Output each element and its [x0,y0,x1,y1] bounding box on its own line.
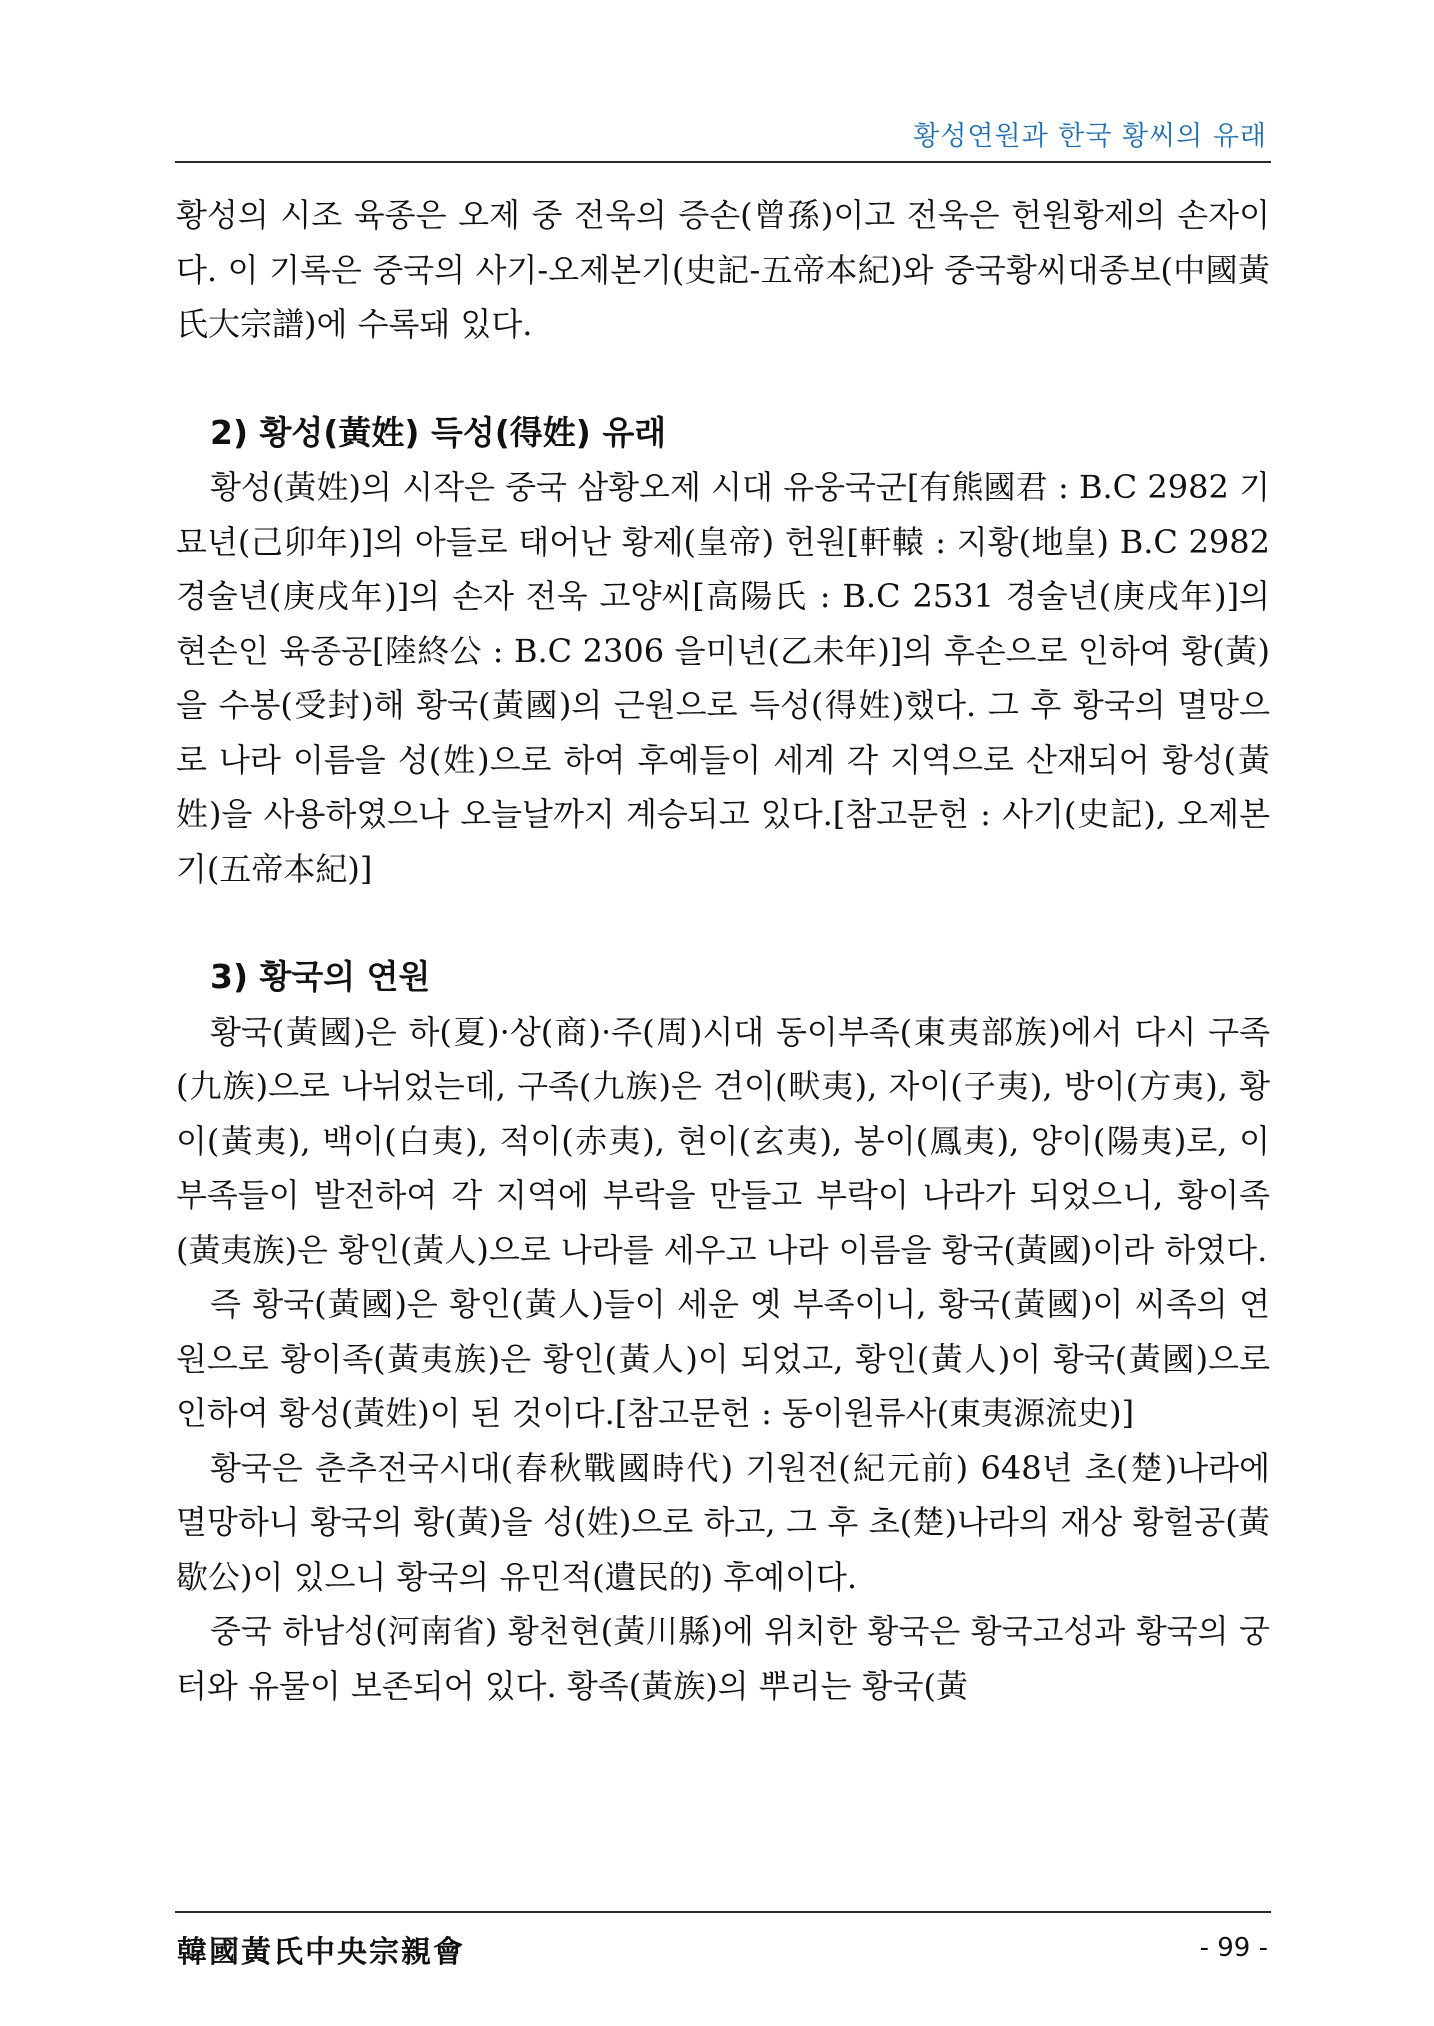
intro-paragraph: 황성의 시조 육종은 오제 중 전욱의 증손(曾孫)이고 전욱은 헌원황제의 손자이다. 이 기록은 중국의 사기-오제본기(史記-五帝本紀)와 중국황씨대종보(中國黃氏大宗譜)에 수록돼 있다. [176,196,1270,343]
section-3-paragraph: 중국 하남성(河南省) 황천현(黃川縣)에 위치한 황국은 황국고성과 황국의 궁터와 유물이 보존되어 있다. 황족(黃族)의 뿌리는 황국(黃 [176,1612,1270,1705]
spacer [176,896,1270,950]
spacer [176,352,1270,406]
footer-organization-name: 韓國黃氏中央宗親會 [177,1935,465,1970]
header-divider [175,161,1271,163]
section-heading-2: 2) 황성(黃姓) 득성(得姓) 유래 [210,412,667,452]
running-header-title: 황성연원과 한국 황씨의 유래 [913,121,1267,152]
page-body [176,188,1270,1713]
section-2-paragraph: 황성(黃姓)의 시작은 중국 삼황오제 시대 유웅국군[有熊國君 : B.C 2982 기묘년(己卯年)]의 아들로 태어난 황제(皇帝) 헌원[軒轅 : 지황(地皇) B.C 2982 경술년(庚戌年)]의 손자 전욱 고양씨[高陽氏 : B.C 2531 경술년(庚戌年)]의 현손인 육종공[陸終公 : B.C 2306 을미년(乙未年)]의 후손으로 인하여 황(黃)을 수봉(受封)해 황국(黃國)의 근원으로 득성(得姓)했다. 그 후 황국의 멸망으로 나라 이름을 성(姓)으로 하여 후예들이 세계 각 지역으로 산재되어 황성(黃姓)을 사용하였으나 오늘날까지 계승되고 있다.[참고문헌 : 사기(史記), 오제본기(五帝本紀)] [176,468,1270,888]
footer-divider [175,1911,1271,1913]
section-3-paragraph: 황국(黃國)은 하(夏)·상(商)·주(周)시대 동이부족(東夷部族)에서 다시 구족(九族)으로 나뉘었는데, 구족(九族)은 견이(畎夷), 자이(子夷), 방이(方夷), 황이(黃夷), 백이(白夷), 적이(赤夷), 현이(玄夷), 봉이(鳳夷), 양이(陽夷)로, 이 부족들이 발전하여 각 지역에 부락을 만들고 부락이 나라가 되었으니, 황이족(黃夷族)은 황인(黃人)으로 나라를 세우고 나라 이름을 황국(黃國)이라 하였다. [176,1012,1270,1269]
page-number: - 99 - [1199,1933,1268,1963]
section-3-paragraph: 즉 황국(黃國)은 황인(黃人)들이 세운 옛 부족이니, 황국(黃國)이 씨족의 연원으로 황이족(黃夷族)은 황인(黃人)이 되었고, 황인(黃人)이 황국(黃國)으로 인하여 황성(黃姓)이 된 것이다.[참고문헌 : 동이원류사(東夷源流史)] [176,1285,1270,1432]
section-3-paragraph: 황국은 춘추전국시대(春秋戰國時代) 기원전(紀元前) 648년 초(楚)나라에 멸망하니 황국의 황(黃)을 성(姓)으로 하고, 그 후 초(楚)나라의 재상 황헐공(黃歇公)이 있으니 황국의 유민적(遺民的) 후예이다. [176,1448,1270,1596]
section-heading-3: 3) 황국의 연원 [210,957,431,996]
